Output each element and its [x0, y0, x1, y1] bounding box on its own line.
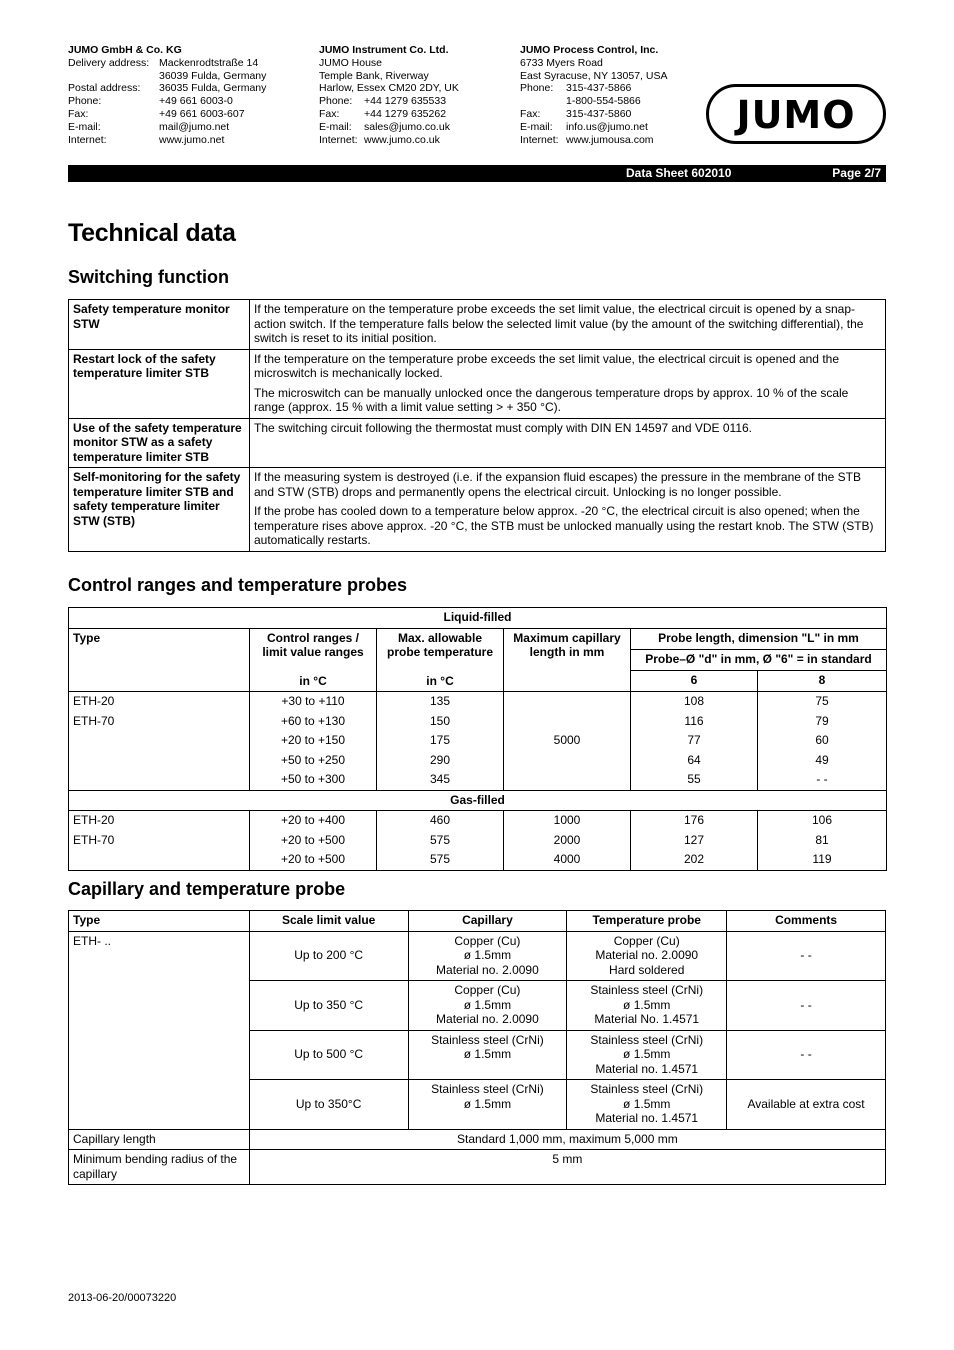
switching-row	[69, 468, 886, 552]
cell-probe-d8: 81	[758, 831, 887, 851]
table-row	[69, 850, 887, 870]
jumo-logo	[706, 84, 886, 144]
contact-label: Phone:	[68, 95, 102, 108]
contact-label: E-mail:	[520, 120, 553, 133]
contact-value: 36035 Fulda, Germany	[159, 82, 267, 95]
cell-probe-d6: 64	[631, 751, 758, 771]
contact-value: www.jumo.co.uk	[364, 133, 440, 146]
header-scale-limit: Scale limit value	[249, 911, 408, 932]
cell-type: ETH- ..	[69, 931, 250, 1129]
contact-value: +49 661 6003-0	[159, 95, 233, 108]
address-line: 6733 Myers Road	[520, 56, 603, 69]
header-max-temperature: Max. allowable probe temperature in °C	[377, 628, 504, 692]
contact-row	[68, 82, 266, 95]
cell-max-temp: 290	[377, 751, 504, 771]
cell-type	[69, 770, 250, 790]
contact-row	[68, 134, 266, 147]
cell-probe-d6: 202	[631, 850, 758, 870]
switching-label: Safety temperature monitor STW	[69, 300, 250, 350]
capillary-line: Material no. 2.0090	[436, 1012, 539, 1026]
probe-line: Material no. 1.4571	[595, 1111, 699, 1125]
probe-line: Material no. 1.4571	[595, 1061, 699, 1076]
page-number: Page 2/7	[832, 166, 881, 180]
cell-probe-d8: 60	[758, 731, 887, 751]
bending-radius-value: 5 mm	[249, 1150, 885, 1185]
contact-value: info.us@jumo.net	[566, 120, 648, 133]
cell-type: ETH-70	[69, 712, 250, 732]
cell-range: +20 to +400	[250, 811, 377, 831]
cell-range: +20 to +500	[250, 831, 377, 851]
address-germany	[68, 44, 266, 146]
company-name: JUMO Instrument Co. Ltd.	[319, 44, 449, 56]
cell-capillary-length: 5000	[504, 692, 631, 791]
cell-comments: - -	[727, 1030, 886, 1080]
section-heading-capillary: Capillary and temperature probe	[68, 879, 346, 899]
table-row	[69, 931, 886, 981]
contact-label: Phone:	[319, 95, 353, 108]
switching-label: Restart lock of the safety temperature limiter STB	[69, 349, 250, 418]
cell-probe-d6: 77	[631, 731, 758, 751]
cell-max-temp: 460	[377, 811, 504, 831]
cell-capillary-length: 1000	[504, 811, 631, 831]
gas-filled-label: Gas-filled	[69, 790, 887, 811]
cell-probe-d8: 106	[758, 811, 887, 831]
cell-max-temp: 135	[377, 692, 504, 712]
contact-row	[68, 95, 266, 108]
contact-row	[319, 121, 459, 134]
cell-range: +20 to +500	[250, 850, 377, 870]
liquid-filled-label: Liquid-filled	[69, 608, 887, 629]
contact-label: Fax:	[319, 107, 340, 120]
contact-label	[68, 70, 159, 83]
section-heading-ranges: Control ranges and temperature probes	[68, 575, 408, 595]
table-row	[69, 811, 887, 831]
header-type: Type	[69, 911, 250, 932]
header-comments: Comments	[727, 911, 886, 932]
probe-line: Hard soldered	[609, 962, 685, 977]
probe-line: Stainless steel (CrNi)	[590, 1032, 704, 1047]
page-title: Technical data	[68, 219, 236, 247]
probe-line: Material No. 1.4571	[594, 1012, 700, 1026]
bending-radius-row	[69, 1150, 886, 1185]
contact-value: 315-437-5866	[566, 82, 632, 95]
cell-type	[69, 731, 250, 751]
capillary-line: ø 1.5mm	[463, 1047, 512, 1061]
switching-description	[250, 300, 886, 350]
cell-max-temp: 575	[377, 850, 504, 870]
contact-value: www.jumousa.com	[566, 133, 654, 146]
probe-line: Stainless steel (CrNi)	[590, 1082, 704, 1096]
contact-row	[68, 70, 266, 83]
capillary-length-value: Standard 1,000 mm, maximum 5,000 mm	[249, 1129, 885, 1150]
cell-probe-d8: 75	[758, 692, 887, 712]
contact-label: Delivery address:	[68, 56, 150, 69]
contact-label: E-mail:	[68, 120, 101, 133]
contact-label: Internet:	[319, 133, 358, 146]
control-ranges-table	[68, 607, 887, 871]
contact-value: 315-437-5860	[566, 107, 632, 120]
contact-row	[68, 121, 266, 134]
switching-row	[69, 349, 886, 418]
header-capillary-length: Maximum capillary length in mm	[504, 628, 631, 692]
section-heading-switching: Switching function	[68, 267, 229, 287]
cell-temperature-probe	[567, 1080, 727, 1130]
switching-description	[250, 468, 886, 552]
logo-text: JUMO	[736, 93, 856, 137]
cell-type	[69, 751, 250, 771]
probe-line: ø 1.5mm	[623, 997, 671, 1012]
contact-label: Internet:	[68, 133, 107, 146]
contact-label: E-mail:	[319, 120, 352, 133]
company-name: JUMO Process Control, Inc.	[520, 44, 659, 56]
probe-line: Copper (Cu)	[613, 933, 680, 948]
cell-probe-d6: 116	[631, 712, 758, 732]
description-paragraph: If the probe has cooled down to a temperature below approx. -20 °C, the electrical circuit is also opened; when the temperature rises above approx. -20 °C, the STB must be unlocked manually using the restart knob. The STW (STB) automatically restarts.	[254, 504, 874, 547]
table-row	[69, 751, 887, 771]
capillary-line: Stainless steel (CrNi)	[431, 1032, 544, 1047]
contact-label: Fax:	[520, 107, 541, 120]
datasheet-number: Data Sheet 602010	[626, 166, 732, 180]
cell-range: +30 to +110	[250, 692, 377, 712]
contact-row	[319, 134, 459, 147]
probe-line: ø 1.5mm	[623, 1047, 671, 1061]
contact-value: 1-800-554-5866	[566, 95, 641, 108]
switching-label: Use of the safety temperature monitor STW as a safety temperature limiter STB	[69, 418, 250, 468]
cell-capillary-length: 2000	[504, 831, 631, 851]
capillary-probe-table	[68, 910, 886, 1185]
description-paragraph: If the temperature on the temperature probe exceeds the set limit value, the electrical circuit is opened by a snap-action switch. If the temperature falls below the selected limit value (by the amount of the switching differential), the switch is reset to its initial position.	[254, 302, 864, 345]
capillary-line: Copper (Cu)	[454, 933, 521, 948]
probe-line: Stainless steel (CrNi)	[590, 983, 704, 997]
probe-line: ø 1.5mm	[623, 1096, 671, 1111]
contact-row	[68, 108, 266, 121]
address-line: JUMO House	[319, 56, 383, 69]
contact-value: Mackenrodtstraße 14	[159, 56, 259, 69]
address-line: East Syracuse, NY 13057, USA	[520, 69, 668, 82]
datasheet-bar	[68, 165, 886, 182]
cell-max-temp: 150	[377, 712, 504, 732]
capillary-length-row	[69, 1129, 886, 1150]
cell-scale-limit: Up to 200 °C	[249, 931, 408, 981]
cell-capillary	[408, 1030, 567, 1080]
cell-type: ETH-20	[69, 811, 250, 831]
capillary-line: Copper (Cu)	[454, 983, 521, 997]
contact-row	[319, 95, 459, 108]
contact-row	[520, 108, 667, 121]
cell-range: +50 to +300	[250, 770, 377, 790]
cell-probe-d6: 176	[631, 811, 758, 831]
contact-label: Internet:	[520, 133, 559, 146]
cell-range: +50 to +250	[250, 751, 377, 771]
cell-comments: - -	[727, 981, 886, 1031]
cell-type: ETH-70	[69, 831, 250, 851]
cell-probe-d8: 79	[758, 712, 887, 732]
contact-row	[520, 121, 667, 134]
table-row	[69, 731, 887, 751]
switching-row	[69, 300, 886, 350]
cell-type: ETH-20	[69, 692, 250, 712]
cell-temperature-probe	[567, 1030, 727, 1080]
description-paragraph: If the temperature on the temperature probe exceeds the set limit value, the electrical circuit is opened and the microswitch is mechanically locked.	[254, 351, 839, 380]
cell-capillary	[408, 981, 567, 1031]
contact-value: 36039 Fulda, Germany	[159, 69, 267, 82]
cell-probe-d6: 108	[631, 692, 758, 712]
cell-range: +20 to +150	[250, 731, 377, 751]
header-temperature-probe: Temperature probe	[567, 911, 727, 932]
cell-max-temp: 175	[377, 731, 504, 751]
cell-temperature-probe	[567, 981, 727, 1031]
cell-scale-limit: Up to 350 °C	[249, 981, 408, 1031]
cell-probe-d8: - -	[758, 770, 887, 790]
contact-value: +49 661 6003-607	[159, 107, 245, 120]
contact-row	[520, 95, 667, 108]
header-row	[69, 911, 886, 932]
cell-max-temp: 575	[377, 831, 504, 851]
company-name: JUMO GmbH & Co. KG	[68, 44, 182, 56]
capillary-line: ø 1.5mm	[463, 997, 512, 1012]
header-capillary: Capillary	[408, 911, 567, 932]
contact-label	[520, 95, 566, 108]
contact-row	[68, 57, 266, 70]
address-uk	[319, 44, 459, 146]
header-d6: 6	[631, 670, 758, 691]
switching-description	[250, 349, 886, 418]
description-paragraph: The microswitch can be manually unlocked once the dangerous temperature drops by approx. 10 % of the scale range (approx. 15 % with a limit value setting > + 350 °C).	[254, 385, 849, 414]
capillary-line: ø 1.5mm	[463, 1096, 512, 1111]
probe-line: Material no. 2.0090	[595, 948, 699, 962]
capillary-line: Material no. 2.0090	[436, 962, 539, 977]
contact-row	[520, 82, 667, 95]
capillary-length-label: Capillary length	[69, 1129, 250, 1150]
cell-comments: - -	[727, 931, 886, 981]
address-line: Temple Bank, Riverway	[319, 69, 429, 82]
contact-row	[520, 134, 667, 147]
contact-label: Phone:	[520, 82, 554, 95]
cell-range: +60 to +130	[250, 712, 377, 732]
contact-row	[319, 108, 459, 121]
table-row	[69, 712, 887, 732]
contact-value: sales@jumo.co.uk	[364, 120, 450, 133]
cell-capillary-length: 4000	[504, 850, 631, 870]
contact-label: Fax:	[68, 107, 89, 120]
cell-scale-limit: Up to 500 °C	[249, 1030, 408, 1080]
header-probe-length: Probe length, dimension "L" in mm	[631, 628, 887, 649]
cell-type	[69, 850, 250, 870]
description-paragraph: The switching circuit following the thermostat must comply with DIN EN 14597 and VDE 0116.	[254, 420, 752, 435]
switching-row	[69, 418, 886, 468]
cell-scale-limit: Up to 350°C	[249, 1080, 408, 1130]
header-d8: 8	[758, 670, 887, 691]
bending-radius-label: Minimum bending radius of the capillary	[69, 1150, 250, 1185]
contact-label: Postal address:	[68, 82, 141, 95]
header-probe-diameter: Probe–Ø "d" in mm, Ø "6" = in standard	[631, 649, 887, 670]
cell-comments: Available at extra cost	[727, 1080, 886, 1130]
cell-capillary	[408, 931, 567, 981]
cell-probe-d8: 119	[758, 850, 887, 870]
cell-capillary	[408, 1080, 567, 1130]
header-type: Type	[69, 628, 250, 692]
switching-description	[250, 418, 886, 468]
switching-function-table	[68, 299, 886, 552]
contact-value: +44 1279 635262	[364, 107, 447, 120]
address-line: Harlow, Essex CM20 2DY, UK	[319, 82, 459, 95]
contact-value: www.jumo.net	[159, 133, 225, 146]
table-row	[69, 831, 887, 851]
contact-value: +44 1279 635533	[364, 95, 447, 108]
cell-probe-d6: 55	[631, 770, 758, 790]
description-paragraph: If the measuring system is destroyed (i.e. if the expansion fluid escapes) the pressure in the membrane of the STB and STW (STB) drops and permanently opens the electrical circuit. Unlocking is no longer possible.	[254, 470, 861, 499]
capillary-line: ø 1.5mm	[463, 948, 512, 962]
table-row	[69, 770, 887, 790]
switching-label: Self-monitoring for the safety temperature limiter STB and safety temperature limiter STW (STB)	[69, 468, 250, 552]
table-row	[69, 692, 887, 712]
cell-probe-d8: 49	[758, 751, 887, 771]
cell-temperature-probe	[567, 931, 727, 981]
contact-value: mail@jumo.net	[159, 120, 230, 133]
footer-document-id: 2013-06-20/00073220	[68, 1292, 177, 1304]
address-usa	[520, 44, 667, 146]
cell-probe-d6: 127	[631, 831, 758, 851]
capillary-line: Stainless steel (CrNi)	[431, 1082, 544, 1096]
cell-max-temp: 345	[377, 770, 504, 790]
header-control-range: Control ranges / limit value ranges in °C	[250, 628, 377, 692]
